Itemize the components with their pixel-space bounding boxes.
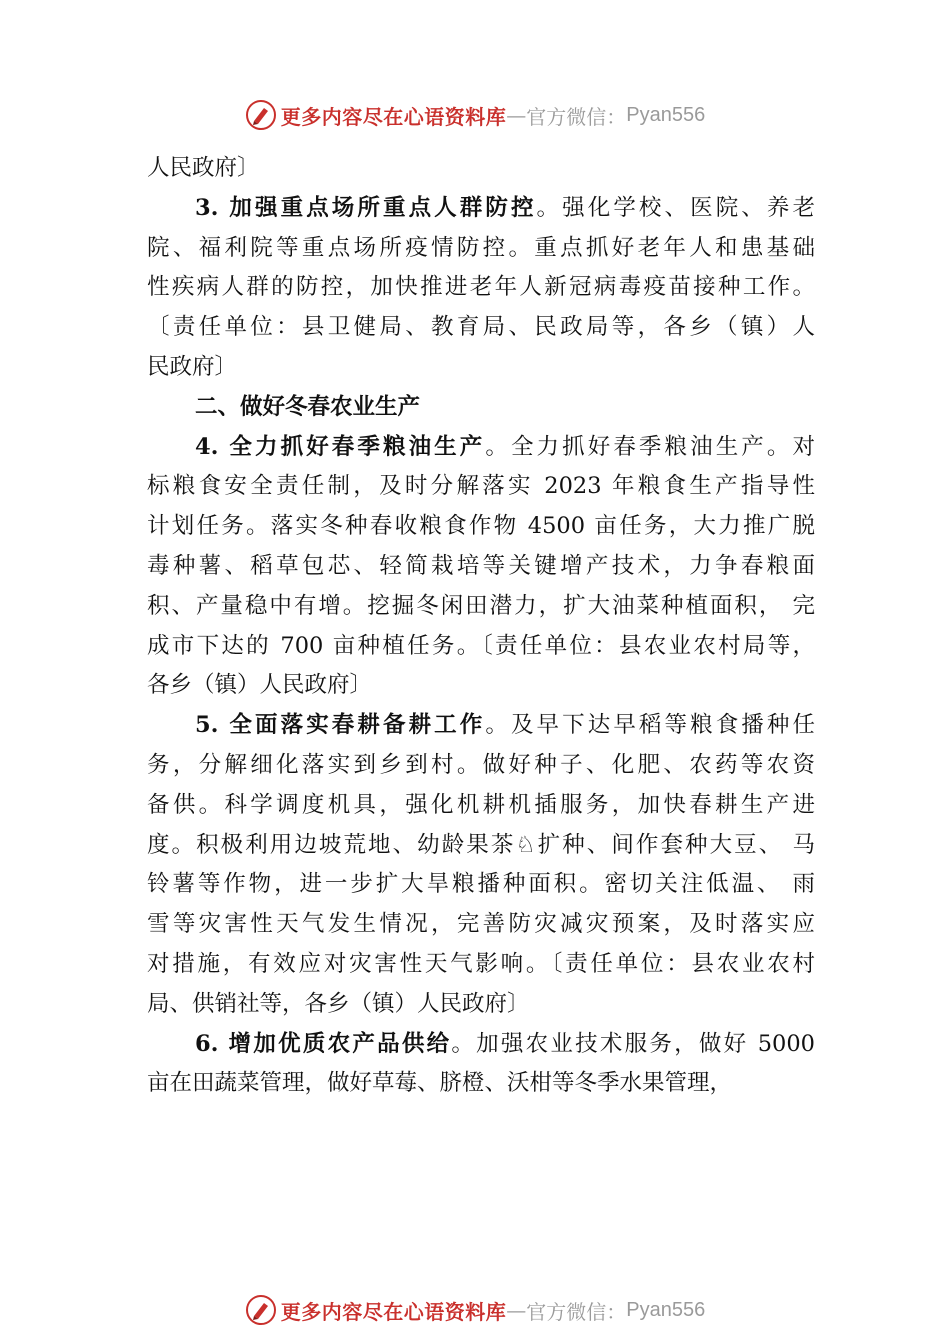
body-text: 备供。科学调度机具，强化机耕机插服务，加快春耕生产进: [147, 791, 815, 818]
footer-watermark-banner: [0, 1290, 950, 1330]
document-line: [147, 467, 815, 507]
body-text: 雪等灾害性天气发生情况，完善防灾减灾预案，及时落实应: [147, 911, 815, 938]
body-text: 务，分解细化落实到乡到村。做好种子、化肥、农药等农资: [147, 751, 815, 778]
item-heading: 5. 全面落实春耕备耕工作: [195, 712, 486, 739]
document-line: [147, 229, 815, 269]
body-text: 人民政府〕: [147, 155, 260, 181]
header-watermark-banner: [0, 95, 950, 135]
document-line: [147, 348, 815, 388]
document-line: [147, 308, 815, 348]
document-body: [147, 149, 815, 1104]
document-line: [147, 666, 815, 706]
logo-icon: [245, 1294, 277, 1326]
watermark-wechat-label: 官方微信：: [526, 104, 627, 129]
body-text: 。强化学校、医院、养老: [536, 194, 815, 221]
document-line: [147, 826, 815, 866]
document-line: [147, 945, 815, 985]
watermark-wechat-id: Pyan556: [626, 103, 706, 126]
document-line: [147, 1064, 815, 1104]
body-text: 。加强农业技术服务，做好 5000: [451, 1030, 815, 1057]
logo-icon: [245, 99, 277, 131]
document-line: [147, 547, 815, 587]
body-text: 毒种薯、稻草包芯、轻简栽培等关键增产技术，力争春粮面: [147, 552, 815, 579]
document-line: [147, 268, 815, 308]
body-text: 铃薯等作物，进一步扩大旱粮播种面积。密切关注低温、 雨: [147, 871, 815, 898]
watermark-wechat-id: Pyan556: [626, 1298, 706, 1321]
watermark-brand-text: 更多内容尽在心语资料库: [280, 104, 507, 129]
body-text: 亩在田蔬菜管理，做好草莓、脐橙、沃柑等冬季水果管理，: [147, 1070, 733, 1097]
document-line: [147, 746, 815, 786]
document-line: [147, 905, 815, 945]
body-text: 计划任务。落实冬种春收粮食作物 4500 亩任务，大力推广脱: [147, 513, 815, 540]
body-text: 。及早下达早稻等粮食播种任: [485, 712, 815, 739]
watermark-brand-text: 更多内容尽在心语资料库: [280, 1299, 507, 1324]
document-line: [147, 189, 815, 229]
item-heading: 4. 全力抓好春季粮油生产: [195, 433, 486, 460]
body-text: 成市下达的 700 亩种植任务。〔责任单位：县农业农村局等，: [147, 632, 815, 659]
body-text: 度。积极利用边坡荒地、幼龄果茶♘扩种、间作套种大豆、 马: [147, 831, 815, 858]
body-text: 各乡（镇）人民政府〕: [147, 672, 373, 699]
body-text: 局、供销社等，各乡（镇）人民政府〕: [147, 990, 530, 1017]
watermark-dash: —: [506, 103, 527, 127]
document-line: [147, 786, 815, 826]
document-line: [147, 865, 815, 905]
document-line: [147, 388, 815, 428]
document-line: [147, 1025, 815, 1065]
document-line: [147, 428, 815, 468]
document-line: [147, 706, 815, 746]
body-text: 对措施，有效应对灾害性天气影响。〔责任单位：县农业农村: [147, 950, 815, 977]
document-line: [147, 587, 815, 627]
body-text: 院、福利院等重点场所疫情防控。重点抓好老年人和患基础: [147, 234, 815, 261]
body-text: 积、产量稳中有增。挖掘冬闲田潜力，扩大油菜种植面积， 完: [147, 592, 815, 619]
watermark-wechat-label: 官方微信：: [526, 1299, 627, 1324]
body-text: 标粮食安全责任制，及时分解落实 2023 年粮食生产指导性: [147, 473, 815, 500]
document-line: [147, 985, 815, 1025]
body-text: 〔责任单位：县卫健局、教育局、民政局等，各乡（镇）人: [147, 314, 815, 341]
body-text: 性疾病人群的防控，加快推进老年人新冠病毒疫苗接种工作。: [147, 274, 815, 301]
item-heading: 6. 增加优质农产品供给: [195, 1030, 452, 1057]
item-heading: 二、做好冬春农业生产: [195, 393, 421, 420]
body-text: 。全力抓好春季粮油生产。对: [485, 433, 815, 460]
watermark-dash: —: [506, 1298, 527, 1322]
document-line: [147, 507, 815, 547]
item-heading: 3. 加强重点场所重点人群防控: [195, 194, 537, 221]
document-line: [147, 149, 815, 189]
body-text: 民政府〕: [147, 353, 238, 380]
document-line: [147, 627, 815, 667]
